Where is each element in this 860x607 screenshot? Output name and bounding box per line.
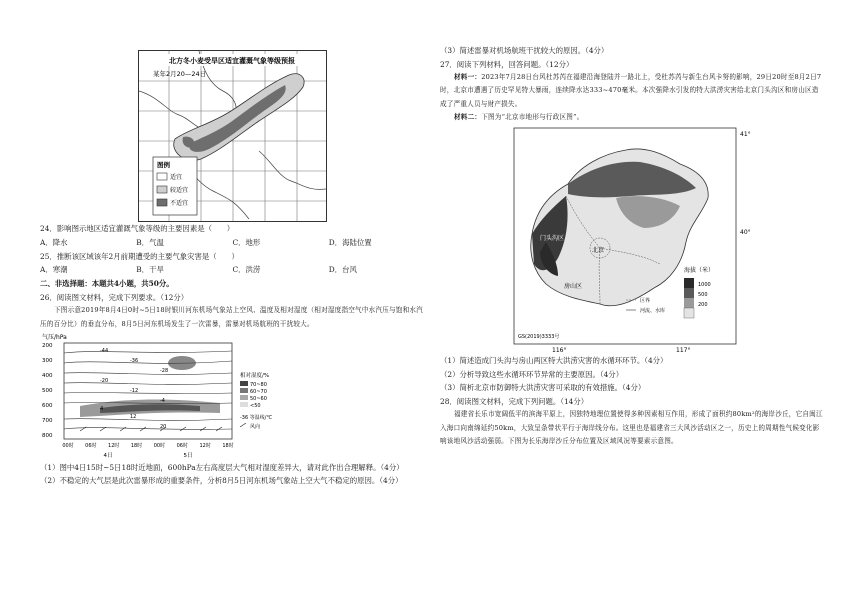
humidity-legend-item: <50 [250,402,261,409]
isotherm-label: 4 [100,405,104,412]
q28-heading: 28．阅读图文材料，完成下列问题。（14分） [440,396,589,406]
q24-stem: 24．影响图示地区适宜灌溉气象等级的主要因素是（ ） [40,224,235,233]
profile-chart-svg [40,331,425,461]
q27-heading: 27．阅读下列材料，回答问题。（12分） [440,59,574,69]
left-column [40,44,425,488]
x-tick-label: 06时 [176,442,188,449]
label-beijing: 北京 [592,247,605,254]
profile-x-ticks [62,442,233,459]
map1-legend-item: 适宜 [170,174,183,181]
x-tick-label: 00时 [62,442,74,449]
option-d: D．台风 [328,265,357,275]
x-group-label: 5日 [183,452,193,459]
legend-boundary: 区界 [640,298,651,304]
q26-heading: 26．阅读图文材料，完成下列要求。（12分） [40,292,189,302]
isotherm-label: -44 [100,347,109,354]
q26-part1: （1）图中4日15时~5日18时近地面，600hPa左右高度层大气相对湿度差异大，请对此作出合理解释。（4分） [40,462,404,472]
lon-117-label: 117° [676,347,691,354]
q24-options [40,236,425,250]
legend-river: 河流、水库 [640,308,666,314]
x-tick-label: 18时 [222,442,234,449]
humidity-legend-item: 60~70 [250,388,267,395]
beijing-map-svg [440,124,825,354]
y-tick-label: 300 [42,357,53,364]
elevation-value: 200 [698,302,708,308]
wind-legend: 风向 [250,423,261,430]
map1-legend-item: 不适宜 [170,200,189,207]
map1-legend-title: 图例 [157,161,170,169]
humidity-legend-title: 相对湿度/% [240,372,270,379]
y-tick-label: 200 [42,342,53,349]
q26-part2: （2）不稳定的大气层是此次雷暴形成的重要条件，分析8月5日河东机场气象站上空大气不稳定的原因。（4分） [40,476,403,486]
q25-stem: 25．推断该区域该年2月前期遭受的主要气象灾害是（ ） [40,251,239,261]
y-tick-label: 400 [42,372,53,379]
profile-y-ticks [42,343,53,439]
x-tick-label: 06时 [85,442,97,449]
option-d: D．海陆位置 [328,237,372,247]
lat-41-label: 41° [740,131,751,138]
q27-material1 [440,71,825,111]
isotherm-legend: -36 等温线/℃ [240,414,273,421]
material2-label: 材料二： [454,112,482,121]
option-b: B．气温 [136,237,164,247]
q25-options [40,263,425,277]
lat-40-label: 40° [740,229,751,236]
q27-part3: （3）简析北京市防御特大洪涝灾害可采取的有效措施。（4分） [440,383,646,393]
elevation-value: 1000 [698,282,711,288]
map1-svg [139,51,326,221]
isotherm-labels [100,348,168,430]
x-tick-label: 12时 [199,442,211,449]
isotherm-label: -4 [160,397,165,404]
isotherm-label: -28 [160,367,169,374]
map1-figure [40,44,425,222]
option-b: B．干旱 [136,265,164,275]
y-tick-label: 700 [42,417,53,424]
right-column [440,44,825,448]
map1-legend-item: 较适宜 [170,187,189,194]
x-group-label: 4日 [103,452,113,459]
q27-material2 [440,111,825,124]
x-tick-label: 18时 [130,442,143,449]
isotherm-label: 20 [160,423,167,430]
q27-part1: （1）简述造成门头沟与房山两区特大洪涝灾害的水循环环节。（4分） [440,356,668,365]
map1-subtitle: 某年2月20—24日 [153,70,207,78]
elevation-value: 500 [698,292,708,298]
material2-text: 下图为“北京市地形与行政区图”。 [481,112,584,121]
beijing-map-figure [440,124,825,354]
humidity-legend-item: 70~80 [250,381,267,388]
option-c: C．地形 [232,237,261,247]
isotherms [64,351,232,429]
isotherm-label: -36 [130,357,139,364]
elevation-title: 海拔（米） [684,267,715,274]
label-fangshan: 房山区 [564,283,583,290]
map1-frame [138,50,327,222]
option-a: A．降水 [40,237,68,247]
q26-material: 下图示意2019年8月4日0时~5日18时银川河东机场气象站上空风、温度及相对湿度（相对湿度指空气中水汽压与饱和水汽压的百分比）的垂直分布，8月5日河东机场发生了一次雷暴，雷暴对机场航班的干扰较大。 [40,306,423,328]
profile-ylabel: 气压/hPa [42,333,67,341]
x-tick-label: 12时 [108,442,120,449]
material1-text: 2023年7月28日台风杜苏芮在福建沿海登陆并一路北上，受杜苏芮与新生台风卡努的影响，29日20时至8月2日7时，北京市遭遇了历史罕见特大暴雨，连续降水达333~470毫米。本次强降水引发的特大洪涝灾害给北京门头沟区和房山区造成了严重人员与财产损失。 [440,73,822,108]
q28-material: 福建省长乐市宽阔低平的滨海平原上，因独特地理位置使得多种因素相互作用，形成了面积约80km²的海岸沙丘，它自闽江入海口向南绵延约50km，大致呈条带状平行于海岸线分布。这里也是福建省三大风沙活动区之一，历史上的周期性气候变化影响该地风沙活动强弱。下图为长乐海岸沙丘分布位置及区域风况等要素示意图。 [440,410,823,445]
y-tick-label: 800 [42,432,53,439]
isotherm-label: -20 [100,377,109,384]
profile-plot-frame [64,343,232,439]
section-heading: 二、非选择题：本题共4小题，共50分。 [40,279,174,289]
humidity-legend-item: 50~60 [250,395,267,402]
q27-part2: （2）分析导致这些水循环环节异常的主要原因。（4分） [440,369,624,379]
map-code: GS(2019)3333号 [518,334,560,340]
label-mentougou: 门头沟区 [540,235,565,242]
q26-part3: （3）简述雷暴对机场航班干扰较大的原因。（4分） [440,46,609,55]
isotherm-label: 12 [130,413,137,420]
option-c: C．洪涝 [232,265,261,275]
map1-title: 北方冬小麦受旱区适宜灌溉气象等级预报 [169,57,295,65]
option-a: A．寒潮 [40,265,68,275]
lon-116-label: 116° [552,347,567,354]
material1-label: 材料一： [454,73,482,82]
profile-chart [40,331,425,461]
isotherm-label: -12 [130,387,139,394]
x-tick-label: 00时 [153,442,166,449]
y-tick-label: 600 [42,402,53,409]
y-tick-label: 500 [42,387,53,394]
